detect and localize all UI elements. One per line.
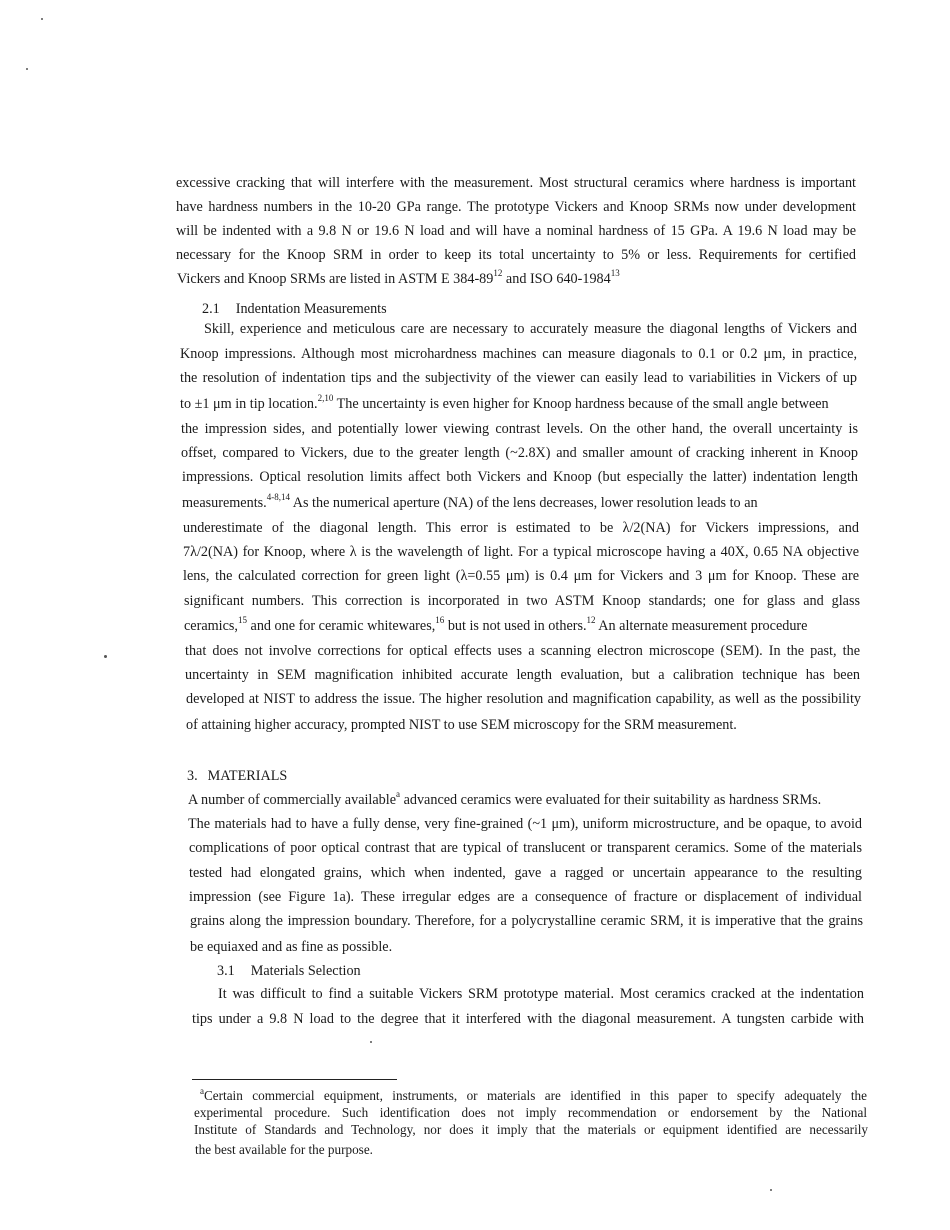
paragraph-line: A number of commercially available$^a$ advanced ceramics were evaluated for their suitability as hardness SRMs.: [188, 789, 822, 808]
paragraph-line: lens, the calculated correction for green light (λ=0.55 μm) is 0.4 μm for Vickers and 3 μm for Knoop. These are: [183, 568, 859, 584]
paragraph-line: impression (see Figure 1a). These irregular edges are a consequence of fracture or displacement of individual: [189, 889, 862, 905]
section-heading: 3. MATERIALS: [187, 768, 288, 784]
section-heading: 3.1 Materials Selection: [217, 963, 361, 979]
paragraph-line: offset, compared to Vickers, due to the greater length (~2.8X) and smaller amount of cracking inherent in Knoop: [181, 445, 858, 461]
paragraph-line: Knoop impressions. Although most microhardness machines can measure diagonals to 0.1 or 0.2 μm, in practice,: [180, 346, 857, 362]
paragraph-line: measurements.$^{4-8,14}$ As the numerical aperture (NA) of the lens decreases, lower resolution leads to an: [182, 492, 758, 511]
paragraph-line: developed at NIST to address the issue. The higher resolution and magnification capability, as well as the possibility: [186, 691, 861, 707]
paragraph-line: underestimate of the diagonal length. This error is estimated to be λ/2(NA) for Vickers impressions, and: [183, 520, 859, 536]
section-heading: 2.1 Indentation Measurements: [202, 301, 387, 317]
paragraph-line: have hardness numbers in the 10-20 GPa range. The prototype Vickers and Knoop SRMs now under development: [176, 199, 856, 215]
paragraph-line: the resolution of indentation tips and the subjectivity of the viewer can easily lead to variabilities in Vickers of up: [180, 370, 857, 386]
paragraph-line: will be indented with a 9.8 N or 19.6 N load and will have a nominal hardness of 15 GPa. A 19.6 N load may be: [176, 223, 856, 239]
paragraph-line: Skill, experience and meticulous care are necessary to accurately measure the diagonal lengths of Vickers and: [204, 321, 857, 337]
paragraph-line: ceramics,$^{15}$ and one for ceramic whitewares,$^{16}$ but is not used in others.$^{12}$ An alternate measurement procedure: [184, 615, 808, 634]
paragraph-line: The materials had to have a fully dense, very fine-grained (~1 μm), uniform microstructure, and be opaque, to avoid: [188, 816, 862, 832]
paragraph-line: excessive cracking that will interfere with the measurement. Most structural ceramics where hardness is important: [176, 175, 856, 191]
footnote-rule: [192, 1079, 397, 1080]
paragraph-line: It was difficult to find a suitable Vickers SRM prototype material. Most ceramics cracked at the indentation: [218, 986, 864, 1002]
paragraph-line: uncertainty in SEM magnification inhibited accurate length evaluation, but a calibration technique has been: [185, 667, 860, 683]
footnote-line: $^a$Certain commercial equipment, instruments, or materials are identified in this paper to specify adequately the: [200, 1085, 867, 1103]
paragraph-line: grains along the impression boundary. Therefore, for a polycrystalline ceramic SRM, it is imperative that the grains: [190, 913, 863, 929]
paragraph-line: of attaining higher accuracy, prompted NIST to use SEM microscopy for the SRM measurement.: [186, 717, 737, 733]
footnote-line: experimental procedure. Such identification does not imply recommendation or endorsement by the National: [194, 1105, 867, 1120]
footnote-line: Institute of Standards and Technology, nor does it imply that the materials or equipment identified are necessarily: [194, 1122, 868, 1137]
paragraph-line: 7λ/2(NA) for Knoop, where λ is the wavelength of light. For a typical microscope having a 40X, 0.65 NA objective: [183, 544, 859, 560]
paragraph-line: that does not involve corrections for optical effects uses a scanning electron microscope (SEM). In the past, the: [185, 643, 860, 659]
paragraph-line: to ±1 μm in tip location.$^{2,10}$ The uncertainty is even higher for Knoop hardness because of the small angle between: [180, 393, 829, 412]
scan-speck: [41, 18, 43, 20]
paragraph-line: Vickers and Knoop SRMs are listed in ASTM E $384-89^{12}$ and ISO 640-1984$^{13}$: [177, 268, 620, 287]
footnote-line: the best available for the purpose.: [195, 1142, 373, 1157]
paragraph-line: complications of poor optical contrast that are typical of translucent or transparent ceramics. Some of the materials: [189, 840, 862, 856]
scan-speck: [104, 655, 107, 658]
paragraph-line: tips under a 9.8 N load to the degree that it interfered with the diagonal measurement. A tungsten carbide with: [192, 1011, 864, 1027]
paragraph-line: be equiaxed and as fine as possible.: [190, 939, 393, 955]
paragraph-line: the impression sides, and potentially lower viewing contrast levels. On the other hand, the overall uncertainty is: [181, 421, 858, 437]
paragraph-line: necessary for the Knoop SRM in order to keep its total uncertainty to 5% or less. Requirements for certified: [176, 247, 856, 263]
scan-speck: [770, 1189, 772, 1191]
paragraph-line: significant numbers. This correction is incorporated in two ASTM Knoop standards; one for glass and glass: [184, 593, 860, 609]
paragraph-line: tested had elongated grains, which when indented, gave a ragged or uncertain appearance to the resulting: [189, 865, 862, 881]
scan-speck: [370, 1041, 372, 1043]
scan-speck: [26, 68, 28, 70]
paragraph-line: impressions. Optical resolution limits affect both Vickers and Knoop (but especially the latter) indentation length: [182, 469, 858, 485]
